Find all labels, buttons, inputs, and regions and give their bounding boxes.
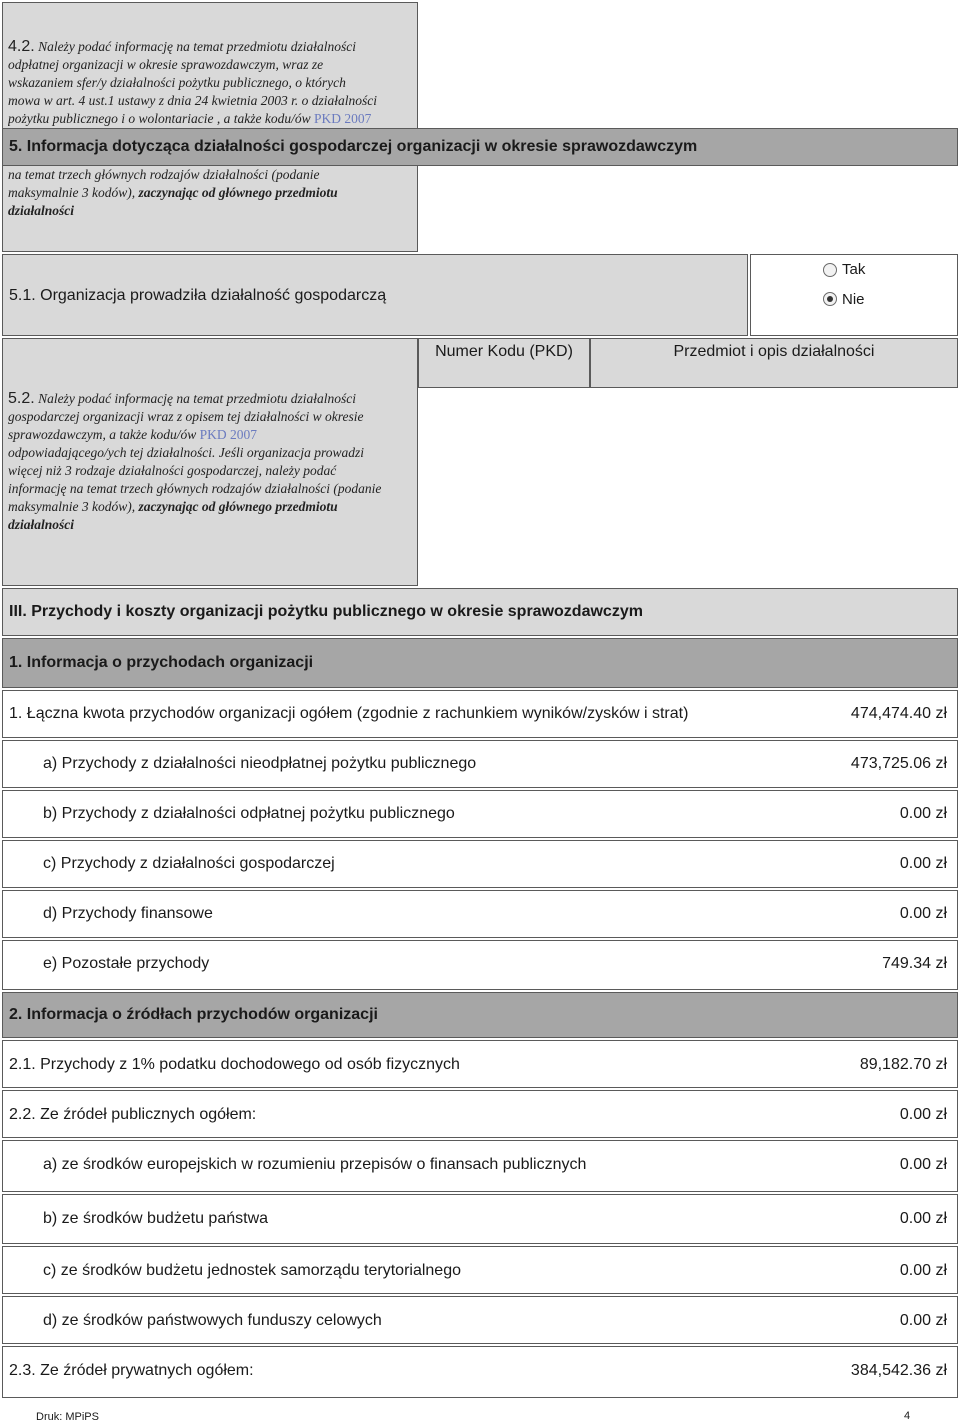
radio-nie-label: Nie bbox=[842, 291, 865, 308]
section-4-2-line: pożytku publicznego i o wolontariacie , a także kodu/ów bbox=[8, 111, 311, 126]
section-4-2-line: mowa w art. 4 ust.1 ustawy z dnia 24 kwietnia 2003 r. o działalności bbox=[8, 93, 378, 108]
source-row-label: 2.2. Ze źródeł publicznych ogółem: bbox=[9, 1106, 257, 1123]
income-row-label: c) Przychody z działalności gospodarczej bbox=[43, 855, 335, 872]
source-row-label: 2.3. Ze źródeł prywatnych ogółem: bbox=[9, 1362, 254, 1379]
income-row-label: e) Pozostałe przychody bbox=[43, 955, 210, 972]
q51-label: 5.1. Organizacja prowadziła działalność gospodarczą bbox=[9, 287, 387, 304]
source-row-value: 0.00 zł bbox=[899, 1262, 947, 1279]
q52-line-bold: zaczynając od głównego przedmiotu bbox=[138, 499, 338, 514]
income-row bbox=[2, 790, 958, 838]
pkd-2007-link[interactable]: PKD 2007 bbox=[199, 427, 258, 442]
radio-nie[interactable] bbox=[823, 292, 837, 306]
income-row bbox=[2, 840, 958, 888]
section-4-2-text bbox=[8, 38, 418, 130]
q52-line: Jeśli organizacja prowadzi bbox=[218, 445, 364, 460]
income-row-label: d) Przychody finansowe bbox=[43, 905, 213, 922]
source-row-value: 0.00 zł bbox=[899, 1312, 947, 1329]
source-row bbox=[2, 1140, 958, 1192]
q52-line: maksymalnie 3 kodów), bbox=[8, 499, 136, 514]
source-row-label: d) ze środków państwowych funduszy celowych bbox=[43, 1312, 382, 1329]
source-row bbox=[2, 1090, 958, 1138]
section-4-2-line: na temat trzech głównych rodzajów działalności (podanie bbox=[8, 167, 320, 182]
source-row-value: 89,182.70 zł bbox=[859, 1056, 947, 1073]
source-row bbox=[2, 1296, 958, 1344]
income-row-label: a) Przychody z działalności nieodpłatnej pożytku publicznego bbox=[43, 755, 477, 772]
source-row-label: 2.1. Przychody z 1% podatku dochodowego od osób fizycznych bbox=[9, 1056, 460, 1073]
income-row-label: b) Przychody z działalności odpłatnej pożytku publicznego bbox=[43, 805, 455, 822]
section-5-header bbox=[2, 128, 958, 166]
q51-label-cell bbox=[2, 254, 748, 336]
q52-cell bbox=[2, 338, 418, 586]
q52-line: odpowiadającego/ych tej działalności. bbox=[8, 445, 216, 460]
sources-subheader bbox=[2, 992, 958, 1038]
income-row-value: 749.34 zł bbox=[882, 955, 947, 972]
sources-subheader-title: 2. Informacja o źródłach przychodów organizacji bbox=[9, 1006, 378, 1023]
source-row-value: 0.00 zł bbox=[899, 1106, 947, 1123]
section-4-2-line: wskazaniem sfer/y działalności pożytku publicznego, o których bbox=[8, 75, 346, 90]
source-row bbox=[2, 1194, 958, 1244]
income-row-value: 473,725.06 zł bbox=[850, 755, 947, 772]
q52-line-bold: działalności bbox=[8, 517, 75, 532]
income-row-value: 0.00 zł bbox=[899, 805, 947, 822]
col-desc-label: Przedmiot i opis działalności bbox=[673, 343, 875, 360]
income-row-value: 0.00 zł bbox=[899, 855, 947, 872]
source-row-value: 0.00 zł bbox=[899, 1210, 947, 1227]
footer-print: Druk: MPiPS bbox=[36, 1411, 99, 1423]
q52-line: więcej niż 3 rodzaje działalności gospodarczej, należy podać bbox=[8, 463, 337, 478]
income-row bbox=[2, 690, 958, 738]
income-row-value: 474,474.40 zł bbox=[850, 705, 947, 722]
pkd-2007-link[interactable]: PKD 2007 bbox=[313, 111, 372, 126]
q52-text bbox=[8, 390, 418, 534]
source-row bbox=[2, 1246, 958, 1294]
footer-page-number: 4 bbox=[904, 1410, 911, 1422]
income-row bbox=[2, 940, 958, 990]
section-4-2-line: odpłatnej organizacji w okresie sprawozdawczym, wraz ze bbox=[8, 57, 324, 72]
section-3-title: III. Przychody i koszty organizacji pożytku publicznego w okresie sprawozdawczym bbox=[9, 603, 643, 620]
source-row-value: 384,542.36 zł bbox=[850, 1362, 947, 1379]
col-code-label: Numer Kodu (PKD) bbox=[435, 343, 573, 360]
section-4-2-line-bold: działalności bbox=[8, 203, 75, 218]
radio-tak-label: Tak bbox=[842, 261, 866, 278]
section-5-title: 5. Informacja dotycząca działalności gospodarczej organizacji w okresie sprawozdawczym bbox=[9, 138, 698, 155]
income-subheader-title: 1. Informacja o przychodach organizacji bbox=[9, 654, 314, 671]
source-row bbox=[2, 1040, 958, 1088]
source-row-label: a) ze środków europejskich w rozumieniu przepisów o finansach publicznych bbox=[43, 1156, 587, 1173]
income-row-value: 0.00 zł bbox=[899, 905, 947, 922]
section-3-header bbox=[2, 588, 958, 636]
q51-options-cell bbox=[750, 254, 958, 336]
income-row bbox=[2, 890, 958, 938]
source-row bbox=[2, 1346, 958, 1398]
source-row-value: 0.00 zł bbox=[899, 1156, 947, 1173]
section-4-2-line-bold: zaczynając od głównego przedmiotu bbox=[138, 185, 338, 200]
q52-line: sprawozdawczym, a także kodu/ów bbox=[8, 427, 197, 442]
q52-line: Należy podać informację na temat przedmiotu działalności bbox=[38, 391, 357, 406]
income-row bbox=[2, 740, 958, 788]
section-4-2-line: maksymalnie 3 kodów), bbox=[8, 185, 136, 200]
source-row-label: c) ze środków budżetu jednostek samorządu terytorialnego bbox=[43, 1262, 461, 1279]
income-row-label: 1. Łączna kwota przychodów organizacji ogółem (zgodnie z rachunkiem wyników/zysków i strat) bbox=[9, 705, 689, 722]
q52-num: 5.2. bbox=[8, 390, 35, 407]
income-subheader bbox=[2, 638, 958, 688]
q52-line: informację na temat trzech głównych rodzajów działalności (podanie bbox=[8, 481, 382, 496]
section-4-2-num: 4.2. bbox=[8, 38, 35, 55]
source-row-label: b) ze środków budżetu państwa bbox=[43, 1210, 269, 1227]
q52-line: gospodarczej organizacji wraz z opisem tej działalności w okresie bbox=[8, 409, 364, 424]
section-4-2-line: Należy podać informację na temat przedmiotu działalności bbox=[38, 39, 357, 54]
col-code-header bbox=[418, 338, 590, 388]
section-4-2-text-continued bbox=[8, 166, 418, 220]
radio-tak[interactable] bbox=[823, 263, 837, 277]
col-desc-header bbox=[590, 338, 958, 388]
